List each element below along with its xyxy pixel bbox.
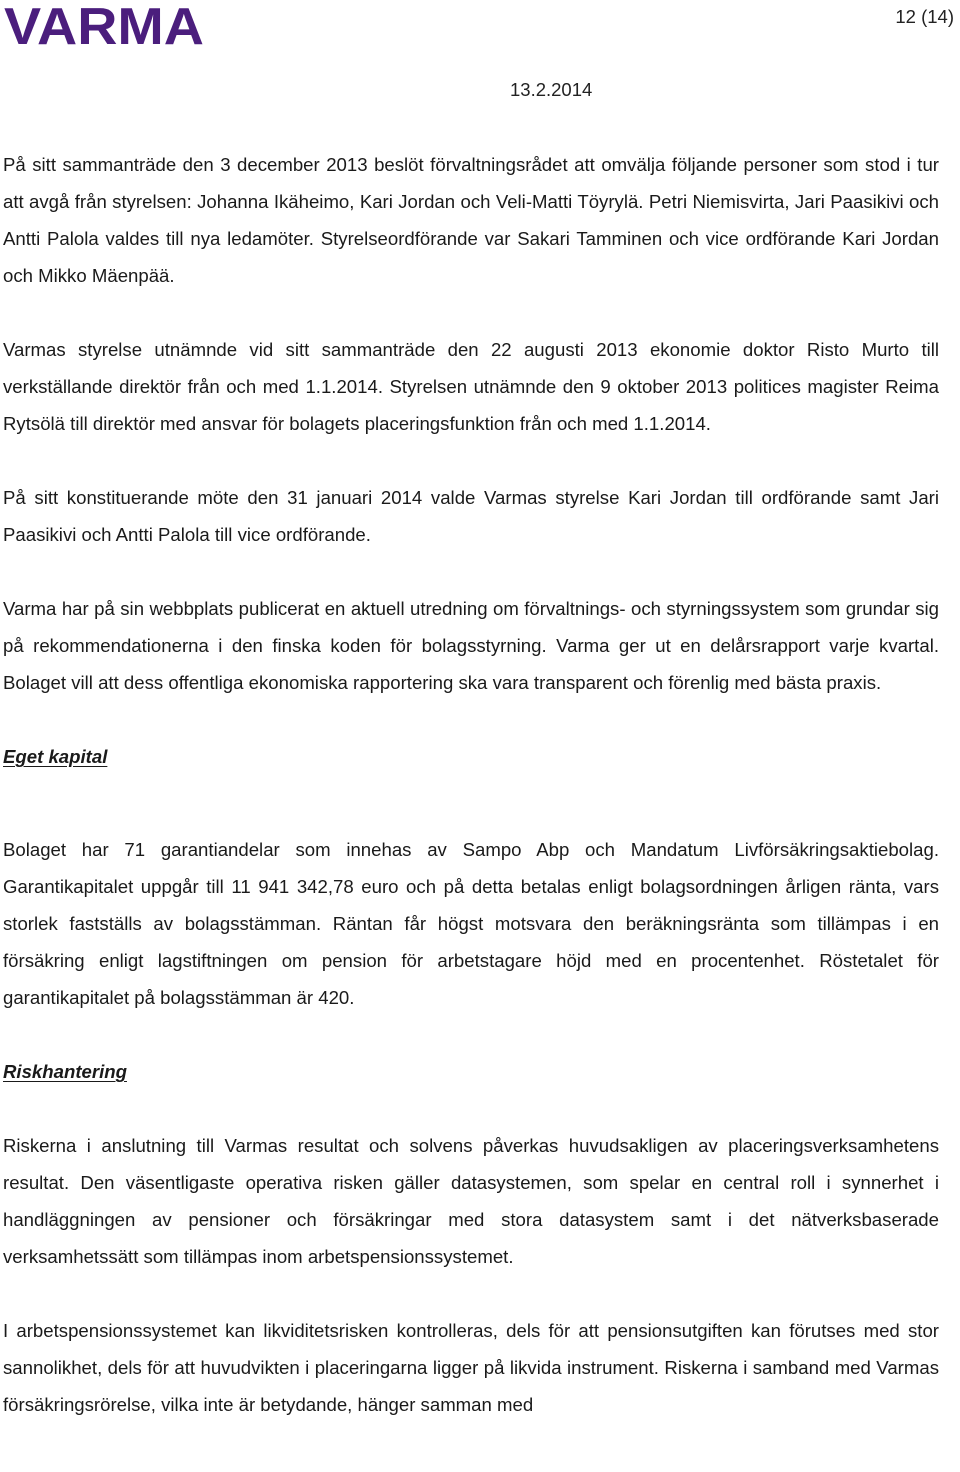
paragraph-guarantee-capital: Bolaget har 71 garantiandelar som innehas av Sampo Abp och Mandatum Livförsäkringsaktiebolag. Garantikapitalet uppgår till 11 941 342,78 euro och på detta betalas enligt bolagsordningen årligen ränta, vars storlek fastställs av bolagsstämman. Räntan får högst motsvara den beräkningsränta som tillämpas i en försäkring enligt lagstiftningen om pension för arbetstagare höjd med en procentenhet. Röstetalet för garantikapitalet på bolagsstämman är 420. xyxy=(3,839,939,1008)
logo-wordmark: VARMA xyxy=(4,2,204,50)
varma-logo xyxy=(4,2,209,50)
paragraph-constitutive-meeting: På sitt konstituerande möte den 31 januari 2014 valde Varmas styrelse Kari Jordan till ordförande samt Jari Paasikivi och Antti Palola till vice ordförande. xyxy=(3,487,939,545)
paragraph-liquidity-risk: I arbetspensionssystemet kan likviditetsrisken kontrolleras, dels för att pensionsutgiften kan förutses med stor sannolikhet, dels för att huvudvikten i placeringarna ligger på likvida instrument. Riskerna i samband med Varmas försäkringsrörelse, vilka inte är betydande, hänger samman med xyxy=(3,1320,939,1415)
heading-equity: Eget kapital xyxy=(3,746,108,767)
paragraph-board-election: På sitt sammanträde den 3 december 2013 beslöt förvaltningsrådet att omvälja följande personer som stod i tur att avgå från styrelsen: Johanna Ikäheimo, Kari Jordan och Veli-Matti Töyrylä. Petri Niemisvirta, Jari Paasikivi och Antti Palola valdes till nya ledamöter. Styrelseordförande var Sakari Tamminen och vice ordförande Kari Jordan och Mikko Mäenpää. xyxy=(3,154,939,286)
paragraph-operational-risk: Riskerna i anslutning till Varmas resultat och solvens påverkas huvudsakligen av placeringsverksamhetens resultat. Den väsentligaste operativa risken gäller datasystemen, som spelar en central roll i synnerhet i handläggningen av pensioner och försäkringar med stora datasystem samt i det nätverksbaserade verksamhetssätt som tillämpas inom arbetspensionssystemet. xyxy=(3,1135,939,1267)
document-body xyxy=(3,146,939,1423)
document-date: 13.2.2014 xyxy=(510,79,593,100)
paragraph-governance: Varma har på sin webbplats publicerat en aktuell utredning om förvaltnings- och styrningssystem som grundar sig på rekommendationerna i den finska koden för bolagsstyrning. Varma ger ut en delårsrapport varje kvartal. Bolaget vill att dess offentliga ekonomiska rapportering ska vara transparent och förenlig med bästa praxis. xyxy=(3,598,939,693)
paragraph-ceo-appointment: Varmas styrelse utnämnde vid sitt sammanträde den 22 augusti 2013 ekonomie doktor Risto Murto till verkställande direktör från och med 1.1.2014. Styrelsen utnämnde den 9 oktober 2013 politices magister Reima Rytsölä till direktör med ansvar för bolagets placeringsfunktion från och med 1.1.2014. xyxy=(3,339,939,434)
heading-risk-management: Riskhantering xyxy=(3,1061,127,1082)
page-number: 12 (14) xyxy=(895,6,954,27)
